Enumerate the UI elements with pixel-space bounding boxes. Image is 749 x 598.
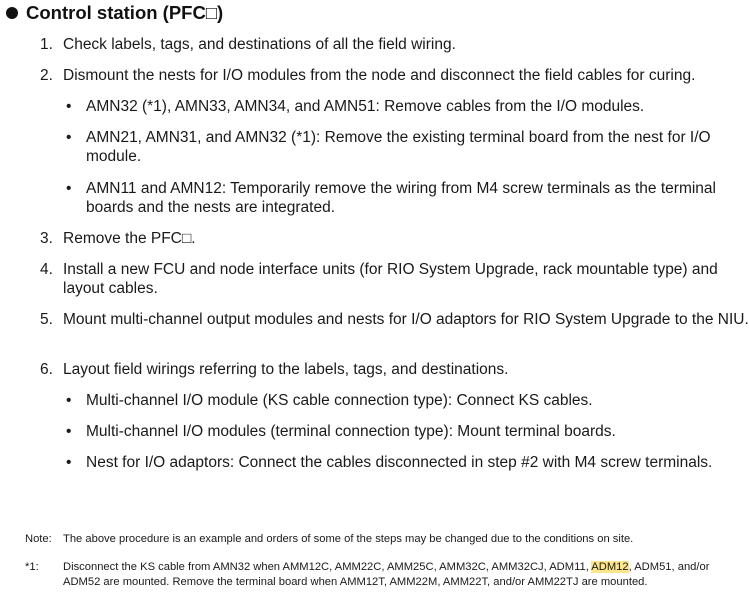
sub-text: AMN11 and AMN12: Temporarily remove the wiring from M4 screw terminals as the terminal boards and the nests are integrated. xyxy=(86,180,716,216)
step-text: Mount multi-channel output modules and nests for I/O adaptors for RIO System Upgrade to the NIU. xyxy=(63,311,749,328)
step-number: 1. xyxy=(40,36,53,53)
sub-bullet-icon: • xyxy=(66,98,72,115)
sub-bullet-icon: • xyxy=(66,423,72,440)
sub-text: AMN21, AMN31, and AMN32 (*1): Remove the existing terminal board from the nest for I/O module. xyxy=(86,129,711,165)
sub-bullet-icon: • xyxy=(66,454,72,471)
sub-bullet-icon: • xyxy=(66,392,72,409)
bullet-icon xyxy=(6,7,18,19)
step-text: Check labels, tags, and destinations of all the field wiring. xyxy=(63,36,456,53)
step-text: Dismount the nests for I/O modules from the node and disconnect the field cables for curing. xyxy=(63,67,696,84)
sub-text: Nest for I/O adaptors: Connect the cables disconnected in step #2 with M4 screw terminals. xyxy=(86,454,713,471)
footnote-text xyxy=(63,560,733,590)
footnote-text-before: Disconnect the KS cable from AMN32 when AMM12C, AMM22C, AMM25C, AMM32C, AMM32CJ, ADM11, xyxy=(63,561,592,573)
footnote-text-after: , ADM51, and/or ADM52 are mounted. Remove the terminal board when AMM12T, AMM22M, AMM22T, and/or AMM22TJ are mounted. xyxy=(63,561,710,588)
step-text: Layout field wirings referring to the labels, tags, and destinations. xyxy=(63,361,509,378)
section-heading xyxy=(6,2,223,24)
heading-text: Control station (PFC□) xyxy=(26,2,224,23)
footnote-label: *1: xyxy=(25,561,39,573)
sub-text: AMN32 (*1), AMN33, AMN34, and AMN51: Remove cables from the I/O modules. xyxy=(86,98,645,115)
sub-bullet-icon: • xyxy=(66,129,72,146)
step-number: 6. xyxy=(40,361,53,378)
highlighted-term: ADM12 xyxy=(591,561,629,573)
step-number: 4. xyxy=(40,261,53,278)
note-label: Note: xyxy=(25,533,52,545)
sub-bullet-icon: • xyxy=(66,180,72,197)
step-number: 2. xyxy=(40,67,53,84)
step-number: 5. xyxy=(40,311,53,328)
sub-text: Multi-channel I/O module (KS cable connection type): Connect KS cables. xyxy=(86,392,593,409)
step-text: Remove the PFC□. xyxy=(63,230,196,247)
note-text: The above procedure is an example and orders of some of the steps may be changed due to the conditions on site. xyxy=(63,533,634,545)
sub-text: Multi-channel I/O modules (terminal connection type): Mount terminal boards. xyxy=(86,423,616,440)
step-text: Install a new FCU and node interface units (for RIO System Upgrade, rack mountable type) and layout cables. xyxy=(63,261,718,297)
step-number: 3. xyxy=(40,230,53,247)
